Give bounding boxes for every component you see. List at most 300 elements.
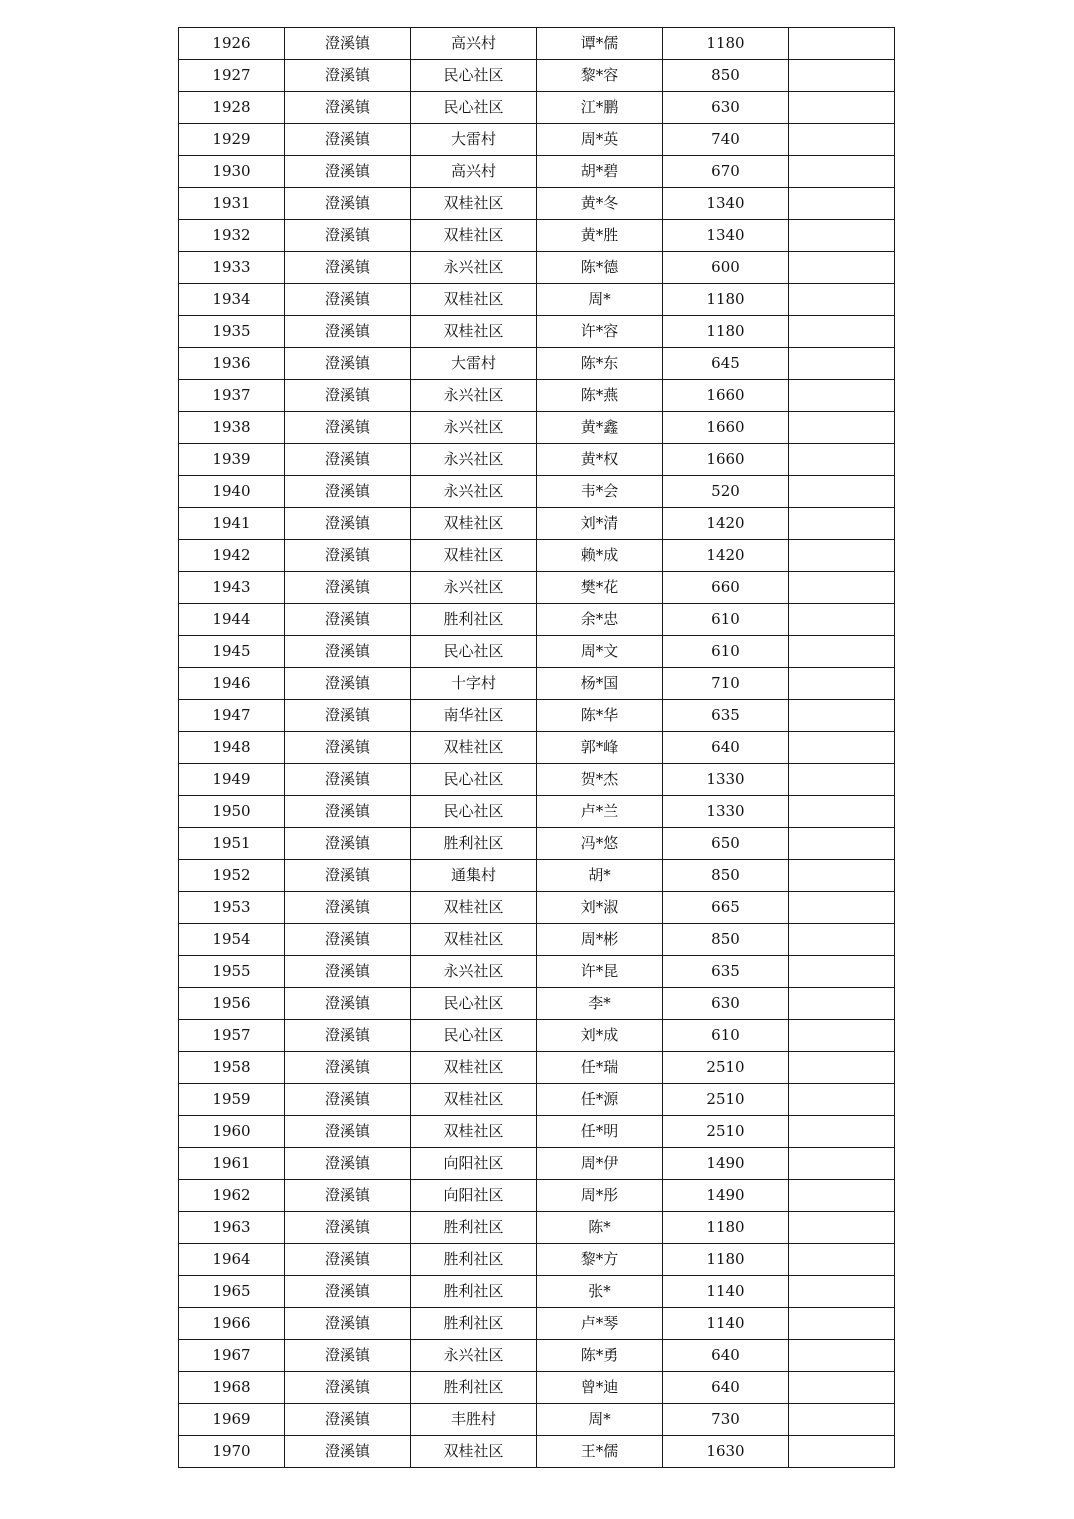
town-cell: 澄溪镇	[285, 956, 411, 988]
serial-number-cell: 1949	[179, 764, 285, 796]
name-cell: 余*忠	[537, 604, 663, 636]
note-cell	[789, 1116, 895, 1148]
table-row	[179, 1180, 895, 1212]
amount-cell: 1180	[663, 1212, 789, 1244]
table-row	[179, 540, 895, 572]
note-cell	[789, 540, 895, 572]
serial-number-cell: 1956	[179, 988, 285, 1020]
table-row	[179, 1436, 895, 1468]
table-row	[179, 92, 895, 124]
name-cell: 江*鹏	[537, 92, 663, 124]
amount-cell: 1330	[663, 764, 789, 796]
amount-cell: 640	[663, 732, 789, 764]
table-row	[179, 124, 895, 156]
village-cell: 民心社区	[411, 764, 537, 796]
table-row	[179, 1148, 895, 1180]
note-cell	[789, 508, 895, 540]
note-cell	[789, 156, 895, 188]
note-cell	[789, 924, 895, 956]
note-cell	[789, 284, 895, 316]
serial-number-cell: 1944	[179, 604, 285, 636]
serial-number-cell: 1928	[179, 92, 285, 124]
serial-number-cell: 1955	[179, 956, 285, 988]
amount-cell: 630	[663, 92, 789, 124]
town-cell: 澄溪镇	[285, 1180, 411, 1212]
village-cell: 双桂社区	[411, 1436, 537, 1468]
town-cell: 澄溪镇	[285, 444, 411, 476]
serial-number-cell: 1961	[179, 1148, 285, 1180]
note-cell	[789, 1372, 895, 1404]
note-cell	[789, 1052, 895, 1084]
village-cell: 胜利社区	[411, 1308, 537, 1340]
serial-number-cell: 1930	[179, 156, 285, 188]
table-row	[179, 508, 895, 540]
village-cell: 民心社区	[411, 60, 537, 92]
name-cell: 黄*权	[537, 444, 663, 476]
roster-table-body	[179, 28, 895, 1468]
village-cell: 双桂社区	[411, 220, 537, 252]
note-cell	[789, 1276, 895, 1308]
name-cell: 刘*淑	[537, 892, 663, 924]
note-cell	[789, 412, 895, 444]
amount-cell: 1490	[663, 1148, 789, 1180]
amount-cell: 640	[663, 1340, 789, 1372]
amount-cell: 520	[663, 476, 789, 508]
note-cell	[789, 1020, 895, 1052]
table-row	[179, 1084, 895, 1116]
amount-cell: 600	[663, 252, 789, 284]
amount-cell: 730	[663, 1404, 789, 1436]
village-cell: 胜利社区	[411, 828, 537, 860]
amount-cell: 1180	[663, 284, 789, 316]
name-cell: 卢*兰	[537, 796, 663, 828]
serial-number-cell: 1940	[179, 476, 285, 508]
amount-cell: 1340	[663, 188, 789, 220]
table-row	[179, 444, 895, 476]
name-cell: 黄*鑫	[537, 412, 663, 444]
village-cell: 永兴社区	[411, 380, 537, 412]
table-row	[179, 316, 895, 348]
town-cell: 澄溪镇	[285, 860, 411, 892]
serial-number-cell: 1939	[179, 444, 285, 476]
town-cell: 澄溪镇	[285, 380, 411, 412]
note-cell	[789, 1180, 895, 1212]
village-cell: 民心社区	[411, 1020, 537, 1052]
town-cell: 澄溪镇	[285, 1212, 411, 1244]
name-cell: 黄*冬	[537, 188, 663, 220]
name-cell: 贺*杰	[537, 764, 663, 796]
amount-cell: 1140	[663, 1308, 789, 1340]
name-cell: 韦*会	[537, 476, 663, 508]
village-cell: 双桂社区	[411, 1052, 537, 1084]
village-cell: 向阳社区	[411, 1180, 537, 1212]
town-cell: 澄溪镇	[285, 668, 411, 700]
name-cell: 许*昆	[537, 956, 663, 988]
table-row	[179, 348, 895, 380]
serial-number-cell: 1951	[179, 828, 285, 860]
serial-number-cell: 1943	[179, 572, 285, 604]
town-cell: 澄溪镇	[285, 764, 411, 796]
serial-number-cell: 1927	[179, 60, 285, 92]
amount-cell: 660	[663, 572, 789, 604]
village-cell: 双桂社区	[411, 284, 537, 316]
table-row	[179, 924, 895, 956]
town-cell: 澄溪镇	[285, 1244, 411, 1276]
amount-cell: 2510	[663, 1084, 789, 1116]
village-cell: 双桂社区	[411, 892, 537, 924]
name-cell: 任*明	[537, 1116, 663, 1148]
village-cell: 胜利社区	[411, 1244, 537, 1276]
town-cell: 澄溪镇	[285, 828, 411, 860]
village-cell: 高兴村	[411, 28, 537, 60]
town-cell: 澄溪镇	[285, 988, 411, 1020]
name-cell: 许*容	[537, 316, 663, 348]
table-row	[179, 1372, 895, 1404]
name-cell: 周*彬	[537, 924, 663, 956]
note-cell	[789, 636, 895, 668]
serial-number-cell: 1970	[179, 1436, 285, 1468]
table-row	[179, 1340, 895, 1372]
table-row	[179, 956, 895, 988]
amount-cell: 710	[663, 668, 789, 700]
note-cell	[789, 28, 895, 60]
town-cell: 澄溪镇	[285, 796, 411, 828]
table-row	[179, 892, 895, 924]
serial-number-cell: 1947	[179, 700, 285, 732]
note-cell	[789, 124, 895, 156]
town-cell: 澄溪镇	[285, 1052, 411, 1084]
note-cell	[789, 1340, 895, 1372]
table-row	[179, 1276, 895, 1308]
table-row	[179, 284, 895, 316]
village-cell: 丰胜村	[411, 1404, 537, 1436]
name-cell: 王*儒	[537, 1436, 663, 1468]
town-cell: 澄溪镇	[285, 892, 411, 924]
name-cell: 张*	[537, 1276, 663, 1308]
name-cell: 周*	[537, 284, 663, 316]
village-cell: 双桂社区	[411, 188, 537, 220]
serial-number-cell: 1969	[179, 1404, 285, 1436]
table-row	[179, 732, 895, 764]
serial-number-cell: 1945	[179, 636, 285, 668]
village-cell: 永兴社区	[411, 956, 537, 988]
serial-number-cell: 1968	[179, 1372, 285, 1404]
serial-number-cell: 1926	[179, 28, 285, 60]
village-cell: 南华社区	[411, 700, 537, 732]
town-cell: 澄溪镇	[285, 188, 411, 220]
serial-number-cell: 1953	[179, 892, 285, 924]
name-cell: 曾*迪	[537, 1372, 663, 1404]
serial-number-cell: 1966	[179, 1308, 285, 1340]
name-cell: 黎*方	[537, 1244, 663, 1276]
table-row	[179, 700, 895, 732]
village-cell: 永兴社区	[411, 476, 537, 508]
table-row	[179, 1116, 895, 1148]
note-cell	[789, 796, 895, 828]
table-row	[179, 1020, 895, 1052]
name-cell: 谭*儒	[537, 28, 663, 60]
note-cell	[789, 1436, 895, 1468]
note-cell	[789, 188, 895, 220]
village-cell: 双桂社区	[411, 924, 537, 956]
village-cell: 双桂社区	[411, 540, 537, 572]
table-row	[179, 668, 895, 700]
serial-number-cell: 1934	[179, 284, 285, 316]
note-cell	[789, 316, 895, 348]
serial-number-cell: 1932	[179, 220, 285, 252]
town-cell: 澄溪镇	[285, 540, 411, 572]
note-cell	[789, 604, 895, 636]
village-cell: 双桂社区	[411, 508, 537, 540]
table-row	[179, 1052, 895, 1084]
village-cell: 永兴社区	[411, 572, 537, 604]
note-cell	[789, 220, 895, 252]
name-cell: 郭*峰	[537, 732, 663, 764]
village-cell: 民心社区	[411, 796, 537, 828]
table-row	[179, 1244, 895, 1276]
name-cell: 刘*清	[537, 508, 663, 540]
town-cell: 澄溪镇	[285, 92, 411, 124]
table-row	[179, 860, 895, 892]
table-row	[179, 1212, 895, 1244]
name-cell: 周*英	[537, 124, 663, 156]
note-cell	[789, 572, 895, 604]
village-cell: 双桂社区	[411, 1116, 537, 1148]
village-cell: 高兴村	[411, 156, 537, 188]
amount-cell: 740	[663, 124, 789, 156]
table-row	[179, 604, 895, 636]
village-cell: 民心社区	[411, 92, 537, 124]
serial-number-cell: 1954	[179, 924, 285, 956]
village-cell: 永兴社区	[411, 444, 537, 476]
amount-cell: 670	[663, 156, 789, 188]
note-cell	[789, 1404, 895, 1436]
note-cell	[789, 92, 895, 124]
amount-cell: 640	[663, 1372, 789, 1404]
town-cell: 澄溪镇	[285, 28, 411, 60]
serial-number-cell: 1938	[179, 412, 285, 444]
name-cell: 周*彤	[537, 1180, 663, 1212]
table-row	[179, 796, 895, 828]
table-row	[179, 60, 895, 92]
name-cell: 陈*勇	[537, 1340, 663, 1372]
town-cell: 澄溪镇	[285, 732, 411, 764]
name-cell: 任*源	[537, 1084, 663, 1116]
note-cell	[789, 956, 895, 988]
town-cell: 澄溪镇	[285, 1372, 411, 1404]
name-cell: 陈*	[537, 1212, 663, 1244]
serial-number-cell: 1933	[179, 252, 285, 284]
town-cell: 澄溪镇	[285, 700, 411, 732]
village-cell: 双桂社区	[411, 1084, 537, 1116]
village-cell: 永兴社区	[411, 412, 537, 444]
name-cell: 陈*燕	[537, 380, 663, 412]
note-cell	[789, 764, 895, 796]
name-cell: 冯*悠	[537, 828, 663, 860]
town-cell: 澄溪镇	[285, 220, 411, 252]
town-cell: 澄溪镇	[285, 348, 411, 380]
table-row	[179, 988, 895, 1020]
serial-number-cell: 1946	[179, 668, 285, 700]
town-cell: 澄溪镇	[285, 412, 411, 444]
town-cell: 澄溪镇	[285, 508, 411, 540]
name-cell: 杨*国	[537, 668, 663, 700]
village-cell: 胜利社区	[411, 1276, 537, 1308]
village-cell: 大雷村	[411, 348, 537, 380]
village-cell: 永兴社区	[411, 1340, 537, 1372]
note-cell	[789, 444, 895, 476]
serial-number-cell: 1964	[179, 1244, 285, 1276]
note-cell	[789, 1244, 895, 1276]
table-row	[179, 412, 895, 444]
name-cell: 陈*东	[537, 348, 663, 380]
note-cell	[789, 476, 895, 508]
name-cell: 胡*	[537, 860, 663, 892]
note-cell	[789, 892, 895, 924]
serial-number-cell: 1957	[179, 1020, 285, 1052]
amount-cell: 2510	[663, 1052, 789, 1084]
name-cell: 赖*成	[537, 540, 663, 572]
village-cell: 胜利社区	[411, 604, 537, 636]
serial-number-cell: 1963	[179, 1212, 285, 1244]
amount-cell: 1660	[663, 412, 789, 444]
table-row	[179, 1404, 895, 1436]
table-row	[179, 764, 895, 796]
amount-cell: 650	[663, 828, 789, 860]
serial-number-cell: 1935	[179, 316, 285, 348]
note-cell	[789, 860, 895, 892]
serial-number-cell: 1967	[179, 1340, 285, 1372]
table-row	[179, 380, 895, 412]
name-cell: 刘*成	[537, 1020, 663, 1052]
amount-cell: 1490	[663, 1180, 789, 1212]
amount-cell: 635	[663, 700, 789, 732]
serial-number-cell: 1962	[179, 1180, 285, 1212]
village-cell: 胜利社区	[411, 1212, 537, 1244]
note-cell	[789, 1212, 895, 1244]
note-cell	[789, 348, 895, 380]
town-cell: 澄溪镇	[285, 1276, 411, 1308]
note-cell	[789, 380, 895, 412]
table-row	[179, 828, 895, 860]
town-cell: 澄溪镇	[285, 1404, 411, 1436]
village-cell: 大雷村	[411, 124, 537, 156]
town-cell: 澄溪镇	[285, 572, 411, 604]
roster-table	[178, 27, 895, 1468]
serial-number-cell: 1937	[179, 380, 285, 412]
name-cell: 李*	[537, 988, 663, 1020]
table-row	[179, 220, 895, 252]
village-cell: 胜利社区	[411, 1372, 537, 1404]
town-cell: 澄溪镇	[285, 1148, 411, 1180]
note-cell	[789, 252, 895, 284]
name-cell: 周*	[537, 1404, 663, 1436]
serial-number-cell: 1965	[179, 1276, 285, 1308]
table-row	[179, 156, 895, 188]
amount-cell: 1180	[663, 316, 789, 348]
serial-number-cell: 1952	[179, 860, 285, 892]
table-row	[179, 476, 895, 508]
note-cell	[789, 1148, 895, 1180]
serial-number-cell: 1960	[179, 1116, 285, 1148]
serial-number-cell: 1958	[179, 1052, 285, 1084]
table-row	[179, 636, 895, 668]
table-row	[179, 188, 895, 220]
note-cell	[789, 1084, 895, 1116]
name-cell: 陈*德	[537, 252, 663, 284]
amount-cell: 610	[663, 636, 789, 668]
amount-cell: 630	[663, 988, 789, 1020]
amount-cell: 1660	[663, 380, 789, 412]
village-cell: 向阳社区	[411, 1148, 537, 1180]
table-row	[179, 252, 895, 284]
town-cell: 澄溪镇	[285, 604, 411, 636]
amount-cell: 1180	[663, 1244, 789, 1276]
amount-cell: 1180	[663, 28, 789, 60]
village-cell: 通集村	[411, 860, 537, 892]
name-cell: 黎*容	[537, 60, 663, 92]
serial-number-cell: 1936	[179, 348, 285, 380]
town-cell: 澄溪镇	[285, 1308, 411, 1340]
note-cell	[789, 60, 895, 92]
note-cell	[789, 732, 895, 764]
town-cell: 澄溪镇	[285, 252, 411, 284]
village-cell: 双桂社区	[411, 316, 537, 348]
serial-number-cell: 1931	[179, 188, 285, 220]
amount-cell: 645	[663, 348, 789, 380]
amount-cell: 850	[663, 860, 789, 892]
town-cell: 澄溪镇	[285, 1020, 411, 1052]
serial-number-cell: 1959	[179, 1084, 285, 1116]
serial-number-cell: 1929	[179, 124, 285, 156]
town-cell: 澄溪镇	[285, 1436, 411, 1468]
name-cell: 陈*华	[537, 700, 663, 732]
village-cell: 永兴社区	[411, 252, 537, 284]
name-cell: 樊*花	[537, 572, 663, 604]
serial-number-cell: 1941	[179, 508, 285, 540]
name-cell: 胡*碧	[537, 156, 663, 188]
town-cell: 澄溪镇	[285, 124, 411, 156]
note-cell	[789, 988, 895, 1020]
serial-number-cell: 1942	[179, 540, 285, 572]
town-cell: 澄溪镇	[285, 316, 411, 348]
amount-cell: 1420	[663, 508, 789, 540]
name-cell: 周*伊	[537, 1148, 663, 1180]
table-row	[179, 572, 895, 604]
note-cell	[789, 828, 895, 860]
amount-cell: 665	[663, 892, 789, 924]
amount-cell: 635	[663, 956, 789, 988]
amount-cell: 1420	[663, 540, 789, 572]
town-cell: 澄溪镇	[285, 476, 411, 508]
village-cell: 十字村	[411, 668, 537, 700]
amount-cell: 610	[663, 604, 789, 636]
table-row	[179, 28, 895, 60]
amount-cell: 850	[663, 924, 789, 956]
note-cell	[789, 668, 895, 700]
amount-cell: 610	[663, 1020, 789, 1052]
amount-cell: 850	[663, 60, 789, 92]
name-cell: 任*瑞	[537, 1052, 663, 1084]
amount-cell: 1140	[663, 1276, 789, 1308]
note-cell	[789, 700, 895, 732]
amount-cell: 1660	[663, 444, 789, 476]
town-cell: 澄溪镇	[285, 284, 411, 316]
amount-cell: 1340	[663, 220, 789, 252]
town-cell: 澄溪镇	[285, 1116, 411, 1148]
amount-cell: 2510	[663, 1116, 789, 1148]
note-cell	[789, 1308, 895, 1340]
